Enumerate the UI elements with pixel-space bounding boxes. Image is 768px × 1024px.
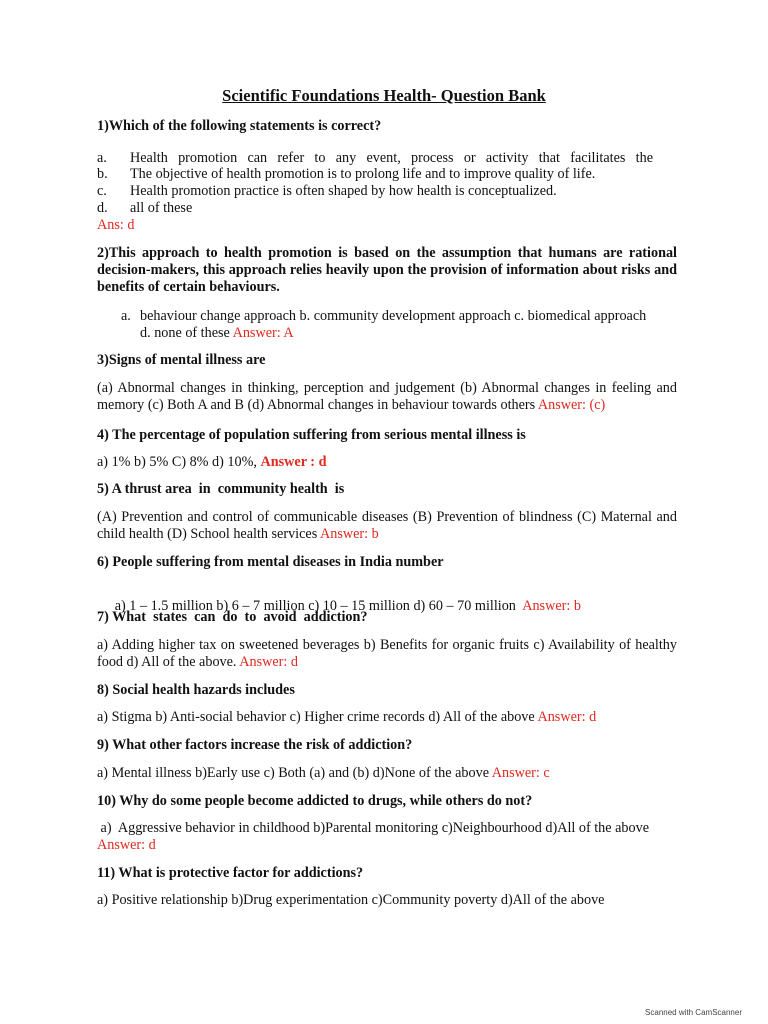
q9-options xyxy=(97,765,677,782)
question-9: 9) What other factors increase the risk of addiction? xyxy=(97,737,413,753)
q10-answer xyxy=(97,837,677,854)
question-6: 6) People suffering from mental diseases in India number xyxy=(97,554,444,570)
option-text: a) 1% b) 5% C) 8% d) 10%, xyxy=(97,454,261,470)
document-title: Scientific Foundations Health- Question Bank xyxy=(222,86,546,105)
q4-options xyxy=(97,454,677,471)
q1-option-c xyxy=(97,183,677,200)
answer-label: Answer: d xyxy=(97,837,156,853)
option-text: a) Mental illness b)Early use c) Both (a) and (b) d)None of the above xyxy=(97,765,492,781)
q11-options: a) Positive relationship b)Drug experimentation c)Community poverty d)All of the above xyxy=(97,892,605,908)
q1-answer xyxy=(97,217,677,234)
q1-option-b xyxy=(97,166,677,183)
answer-label: Answer: A xyxy=(232,325,294,341)
q2-options-line-2 xyxy=(140,325,680,342)
question-8: 8) Social health hazards includes xyxy=(97,682,295,698)
question-10: 10) Why do some people become addicted to drugs, while others do not? xyxy=(97,793,533,809)
q7-options xyxy=(97,637,677,671)
q2-options-line-1 xyxy=(121,308,681,325)
option-text: (a) Abnormal changes in thinking, perception and judgement (b) Abnormal changes in feeling and memory (c) Both A and B (d) Abnormal changes in behaviour towards others xyxy=(97,380,677,413)
question-3: 3)Signs of mental illness are xyxy=(97,352,266,368)
option-marker: a. xyxy=(121,308,131,324)
question-1: 1)Which of the following statements is correct? xyxy=(97,118,382,134)
option-text: The objective of health promotion is to prolong life and to improve quality of life. xyxy=(130,166,596,182)
question-4: 4) The percentage of population suffering from serious mental illness is xyxy=(97,427,526,443)
option-text: a) Stigma b) Anti-social behavior c) Higher crime records d) All of the above xyxy=(97,709,538,725)
q1-option-d xyxy=(97,200,677,217)
answer-label: Answer: b xyxy=(522,598,581,614)
q8-options xyxy=(97,709,677,726)
q1-option-a xyxy=(97,150,677,167)
question-7: 7) What states can do to avoid addiction? xyxy=(97,609,368,625)
question-11: 11) What is protective factor for addictions? xyxy=(97,865,364,881)
answer-label: Answer: c xyxy=(491,765,550,781)
answer-label: Answer: (c) xyxy=(537,397,606,413)
question-5: 5) A thrust area in community health is xyxy=(97,481,345,497)
scanner-watermark: Scanned with CamScanner xyxy=(645,1008,742,1017)
option-marker: a. xyxy=(97,150,107,166)
option-marker: c. xyxy=(97,183,107,199)
option-text: a) 1 – 1.5 million b) 6 – 7 million c) 10 – 15 million d) 60 – 70 million xyxy=(111,598,523,614)
option-text: a) Adding higher tax on sweetened beverages b) Benefits for organic fruits c) Availability of healthy food d) All of the above. xyxy=(97,637,677,670)
q3-options xyxy=(97,380,677,414)
option-text: d. none of these xyxy=(140,325,233,341)
option-text: Health promotion can refer to any event, process or activity that facilitates the xyxy=(130,150,653,166)
option-text: all of these xyxy=(130,200,193,216)
option-text: Health promotion practice is often shaped by how health is conceptualized. xyxy=(130,183,557,199)
q5-options xyxy=(97,509,677,543)
answer-label: Ans: d xyxy=(97,217,135,233)
option-text: (A) Prevention and control of communicable diseases (B) Prevention of blindness (C) Maternal and child health (D) School health services xyxy=(97,509,677,542)
answer-label: Answer: d xyxy=(239,654,298,670)
answer-label: Answer : d xyxy=(260,454,327,470)
option-marker: d. xyxy=(97,200,108,216)
question-2: 2)This approach to health promotion is based on the assumption that humans are rational decision-makers, this approach relies heavily upon the provision of information about risks and benefits of certain behaviours. xyxy=(97,245,677,295)
answer-label: Answer: d xyxy=(537,709,597,725)
q10-options: a) Aggressive behavior in childhood b)Parental monitoring c)Neighbourhood d)All of the above xyxy=(97,820,649,836)
option-marker: b. xyxy=(97,166,108,182)
option-text: behaviour change approach b. community development approach c. biomedical approach xyxy=(140,308,647,324)
answer-label: Answer: b xyxy=(320,526,379,542)
